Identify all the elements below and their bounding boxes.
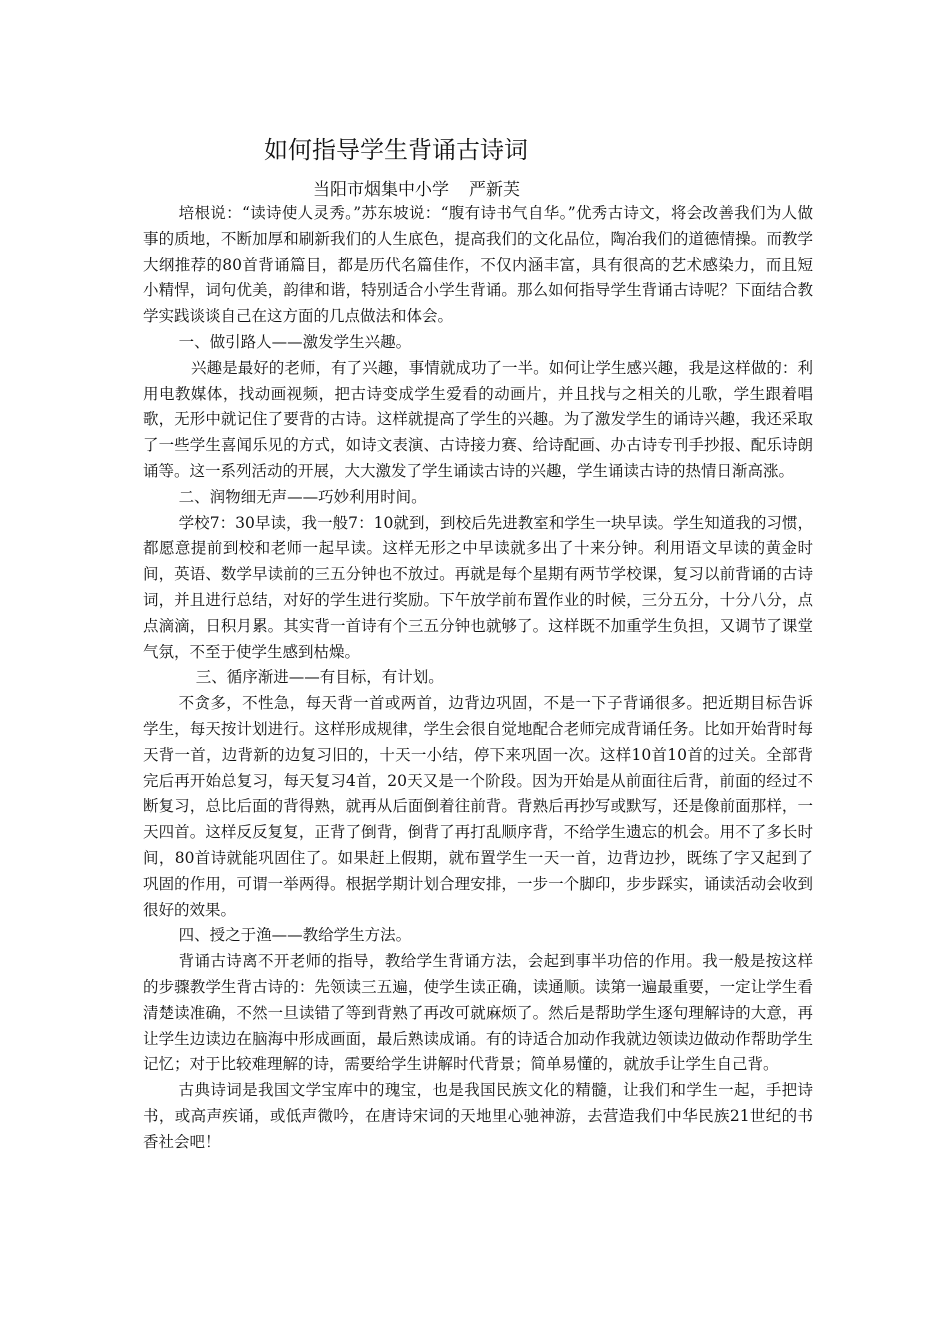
document-body: [143, 201, 813, 1155]
section-paragraph-2: 学校7：30早读，我一般7：10就到，到校后先进教室和学生一块早读。学生知道我的习惯，都愿意提前到校和老师一起早读。这样无形之中早读就多出了十来分钟。利用语文早读的黄金时间，英语、数学早读前的三五分钟也不放过。再就是每个星期有两节学校课，复习以前背诵的古诗词，并且进行总结，对好的学生进行奖励。下午放学前布置作业的时候，三分五分，十分八分，点点滴滴，日积月累。其实背一首诗有个三五分钟也就够了。这样既不加重学生负担，又调节了课堂气氛，不至于使学生感到枯燥。: [143, 513, 813, 661]
intro-paragraph: 培根说：“读诗使人灵秀。”苏东坡说：“腹有诗书气自华。”优秀古诗文，将会改善我们为人做事的质地，不断加厚和刷新我们的人生底色，提高我们的文化品位，陶冶我们的道德情操。而教学大纲推荐的80首背诵篇目，都是历代名篇佳作，不仅内涵丰富，具有很高的艺术感染力，而且短小精悍，词句优美，韵律和谐，特别适合小学生背诵。那么如何指导学生背诵古诗呢？下面结合教学实践谈谈自己在这方面的几点做法和体会。: [143, 204, 813, 326]
section-heading-3: 三、循序渐进——有目标，有计划。: [195, 668, 444, 687]
section-heading-1: 一、做引路人——激发学生兴趣。: [178, 332, 412, 351]
document-title: 如何指导学生背诵古诗词: [264, 136, 528, 164]
author-name: 严新芙: [469, 180, 520, 200]
school-name: 当阳市烟集中小学: [313, 180, 449, 200]
byline: [313, 178, 520, 202]
conclusion-paragraph: 古典诗词是我国文学宝库中的瑰宝，也是我国民族文化的精髓，让我们和学生一起，手把诗书，或高声疾诵，或低声微吟，在唐诗宋词的天地里心驰神游，去营造我们中华民族21世纪的书香社会吧！: [143, 1081, 813, 1151]
section-paragraph-3: 不贪多，不性急，每天背一首或两首，边背边巩固，不是一下子背诵很多。把近期目标告诉学生，每天按计划进行。这样形成规律，学生会很自觉地配合老师完成背诵任务。比如开始背时每天背一首，边背新的边复习旧的，十天一小结，停下来巩固一次。这样10首10首的过关。全部背完后再开始总复习，每天复习4首，20天又是一个阶段。因为开始是从前面往后背，前面的经过不断复习，总比后面的背得熟，就再从后面倒着往前背。背熟后再抄写或默写，还是像前面那样，一天四首。这样反反复复，正背了倒背，倒背了再打乱顺序背，不给学生遗忘的机会。用不了多长时间，80首诗就能巩固住了。如果赶上假期，就布置学生一天一首，边背边抄，既练了字又起到了巩固的作用，可谓一举两得。根据学期计划合理安排，一步一个脚印，步步踩实，诵读活动会收到很好的效果。: [143, 694, 813, 919]
section-heading-4: 四、授之于渔——教给学生方法。: [178, 926, 412, 945]
section-paragraph-1: 兴趣是最好的老师，有了兴趣，事情就成功了一半。如何让学生感兴趣，我是这样做的：利用电教媒体，找动画视频，把古诗变成学生爱看的动画片，并且找与之相关的儿歌，学生跟着唱歌，无形中就记住了要背的古诗。这样就提高了学生的兴趣。为了激发学生的诵诗兴趣，我还采取了一些学生喜闻乐见的方式，如诗文表演、古诗接力赛、给诗配画、办古诗专刊手抄报、配乐诗朗诵等。这一系列活动的开展，大大激发了学生诵读古诗的兴趣，学生诵读古诗的热情日渐高涨。: [143, 358, 813, 480]
section-paragraph-4: 背诵古诗离不开老师的指导，教给学生背诵方法，会起到事半功倍的作用。我一般是按这样的步骤教学生背古诗的：先领读三五遍，使学生读正确，读通顺。读第一遍最重要，一定让学生看清楚读准确，不然一旦读错了等到背熟了再改可就麻烦了。然后是帮助学生逐句理解诗的大意，再让学生边读边在脑海中形成画面，最后熟读成诵。有的诗适合加动作我就边领读边做动作帮助学生记忆；对于比较难理解的诗，需要给学生讲解时代背景；简单易懂的，就放手让学生自己背。: [143, 952, 813, 1074]
section-heading-2: 二、润物细无声——巧妙利用时间。: [178, 487, 427, 506]
